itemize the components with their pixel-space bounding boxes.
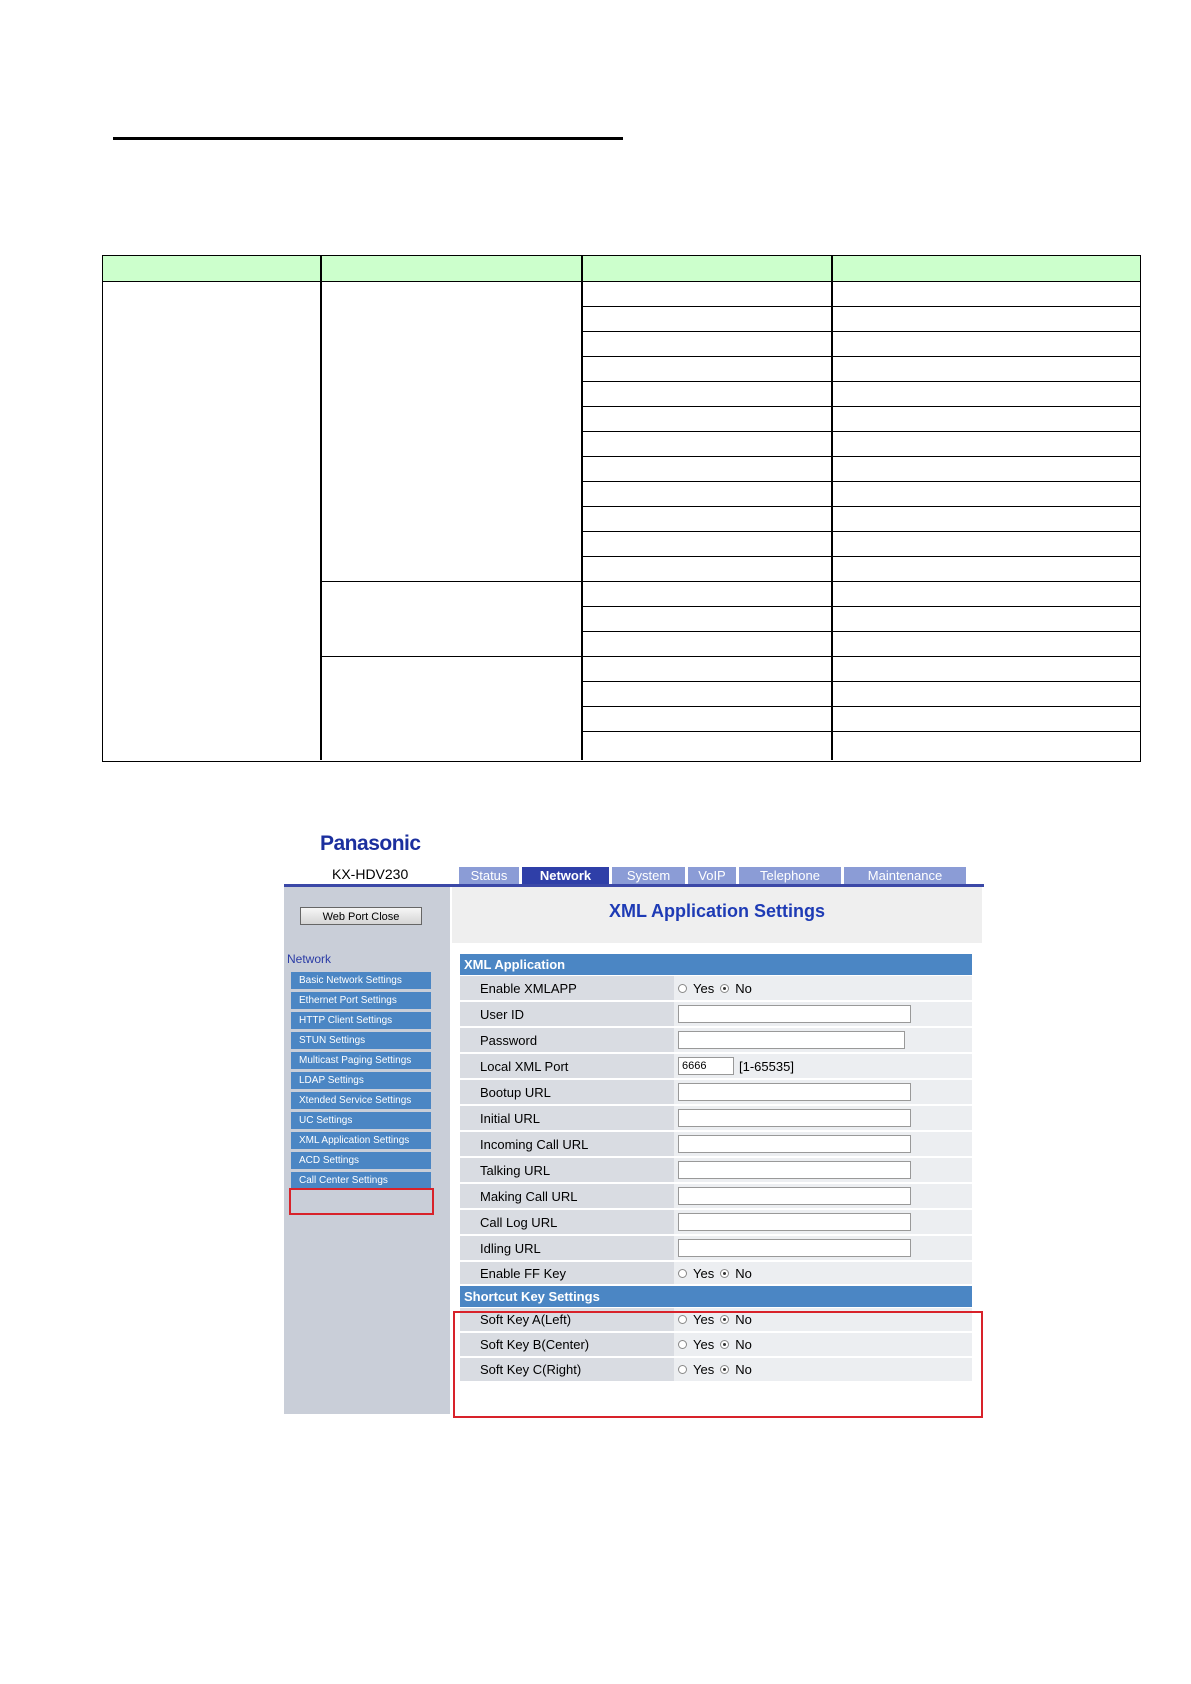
table-row-line — [581, 356, 1140, 357]
table-row-line — [581, 631, 1140, 632]
model-name: KX-HDV230 — [332, 866, 409, 882]
no-label: No — [735, 1337, 752, 1352]
making-call-url-label: Making Call URL — [480, 1188, 578, 1204]
table-row-line — [581, 556, 1140, 557]
soft-key-b-label: Soft Key B(Center) — [480, 1337, 590, 1352]
table-row-line — [581, 306, 1140, 307]
shortcut-key-section-header: Shortcut Key Settings — [460, 1286, 972, 1307]
sidebar-item-xtended-service[interactable]: Xtended Service Settings — [291, 1092, 431, 1109]
sidebar-item-stun[interactable]: STUN Settings — [291, 1032, 431, 1049]
password-label: Password — [480, 1032, 538, 1048]
call-log-url-row — [460, 1210, 972, 1234]
table-row-line — [581, 406, 1140, 407]
table-row-line — [581, 481, 1140, 482]
yes-label: Yes — [693, 1337, 715, 1352]
local-xml-port-input[interactable]: 6666 — [678, 1057, 734, 1075]
tab-system[interactable]: System — [612, 867, 685, 884]
table-header-row — [103, 256, 1140, 282]
tab-voip[interactable]: VoIP — [688, 867, 736, 884]
tab-status[interactable]: Status — [459, 867, 519, 884]
sidebar-item-call-center[interactable]: Call Center Settings — [291, 1172, 431, 1189]
settings-spec-table — [102, 255, 1141, 762]
password-input[interactable] — [678, 1031, 905, 1049]
initial-url-input[interactable] — [678, 1109, 911, 1127]
main-tabs — [459, 867, 969, 884]
no-label: No — [735, 1265, 752, 1281]
tab-network[interactable]: Network — [522, 867, 609, 884]
tab-telephone[interactable]: Telephone — [739, 867, 841, 884]
table-row-line — [581, 456, 1140, 457]
enable-ff-key-yes-radio[interactable] — [678, 1269, 687, 1278]
bootup-url-row — [460, 1080, 972, 1104]
xml-application-section-header: XML Application — [460, 954, 972, 975]
call-log-url-label: Call Log URL — [480, 1214, 558, 1230]
no-label: No — [735, 1362, 752, 1377]
table-row-line — [581, 431, 1140, 432]
table-row-line — [581, 331, 1140, 332]
user-id-label: User ID — [480, 1006, 525, 1022]
enable-ff-key-label: Enable FF Key — [480, 1265, 566, 1281]
no-label: No — [735, 1312, 752, 1327]
table-row-line — [581, 531, 1140, 532]
yes-label: Yes — [693, 1312, 715, 1327]
enable-ff-key-no-radio[interactable] — [720, 1269, 729, 1278]
table-row-line — [581, 681, 1140, 682]
table-row-line — [581, 706, 1140, 707]
enable-xmlapp-label: Enable XMLAPP — [480, 980, 577, 996]
enable-xmlapp-row — [460, 976, 972, 1000]
incoming-call-url-input[interactable] — [678, 1135, 911, 1153]
user-id-input[interactable] — [678, 1005, 911, 1023]
table-row-line — [581, 606, 1140, 607]
table-column-divider — [320, 256, 322, 760]
password-row — [460, 1028, 972, 1052]
sidebar-item-basic-network[interactable]: Basic Network Settings — [291, 972, 431, 989]
table-row-line — [581, 506, 1140, 507]
title-underline — [113, 137, 623, 140]
sidebar-item-ethernet-port[interactable]: Ethernet Port Settings — [291, 992, 431, 1009]
panasonic-logo: Panasonic — [320, 832, 421, 855]
yes-label: Yes — [693, 980, 715, 996]
enable-xmlapp-yes-radio[interactable] — [678, 984, 687, 993]
idling-url-row — [460, 1236, 972, 1260]
table-row-line — [581, 381, 1140, 382]
soft-key-c-label: Soft Key C(Right) — [480, 1362, 582, 1377]
tab-maintenance[interactable]: Maintenance — [844, 867, 966, 884]
port-range-hint: [1-65535] — [739, 1058, 794, 1074]
page-title: XML Application Settings — [608, 901, 825, 921]
talking-url-row — [460, 1158, 972, 1182]
talking-url-label: Talking URL — [480, 1162, 551, 1178]
no-label: No — [735, 980, 752, 996]
talking-url-input[interactable] — [678, 1161, 911, 1179]
web-ui-screenshot — [284, 826, 984, 1416]
sidebar-item-http-client[interactable]: HTTP Client Settings — [291, 1012, 431, 1029]
bootup-url-input[interactable] — [678, 1083, 911, 1101]
web-port-close-button[interactable]: Web Port Close — [300, 907, 422, 925]
incoming-call-url-label: Incoming Call URL — [480, 1136, 589, 1152]
local-xml-port-label: Local XML Port — [480, 1058, 569, 1074]
sidebar-item-acd[interactable]: ACD Settings — [291, 1152, 431, 1169]
idling-url-label: Idling URL — [480, 1240, 541, 1256]
sidebar-item-ldap[interactable]: LDAP Settings — [291, 1072, 431, 1089]
yes-label: Yes — [693, 1362, 715, 1377]
user-id-row — [460, 1002, 972, 1026]
enable-ff-key-row — [460, 1262, 972, 1284]
sidebar — [284, 887, 450, 1414]
selected-nav-highlight — [289, 1188, 434, 1215]
call-log-url-input[interactable] — [678, 1213, 911, 1231]
yes-label: Yes — [693, 1265, 715, 1281]
initial-url-row — [460, 1106, 972, 1130]
table-row-line — [581, 731, 1140, 732]
sidebar-heading: Network — [287, 952, 332, 966]
making-call-url-row — [460, 1184, 972, 1208]
local-xml-port-row — [460, 1054, 972, 1078]
idling-url-input[interactable] — [678, 1239, 911, 1257]
incoming-call-url-row — [460, 1132, 972, 1156]
enable-xmlapp-no-radio[interactable] — [720, 984, 729, 993]
shortcut-settings-highlight — [453, 1311, 983, 1418]
sidebar-nav — [291, 972, 431, 1192]
sidebar-item-uc[interactable]: UC Settings — [291, 1112, 431, 1129]
sidebar-item-xml-application[interactable]: XML Application Settings — [291, 1132, 431, 1149]
table-group-line — [320, 656, 1140, 657]
initial-url-label: Initial URL — [480, 1110, 540, 1126]
soft-key-a-label: Soft Key A(Left) — [480, 1312, 572, 1327]
bootup-url-label: Bootup URL — [480, 1084, 551, 1100]
page-title-area — [452, 887, 982, 943]
table-group-line — [320, 581, 1140, 582]
sidebar-item-multicast-paging[interactable]: Multicast Paging Settings — [291, 1052, 431, 1069]
making-call-url-input[interactable] — [678, 1187, 911, 1205]
